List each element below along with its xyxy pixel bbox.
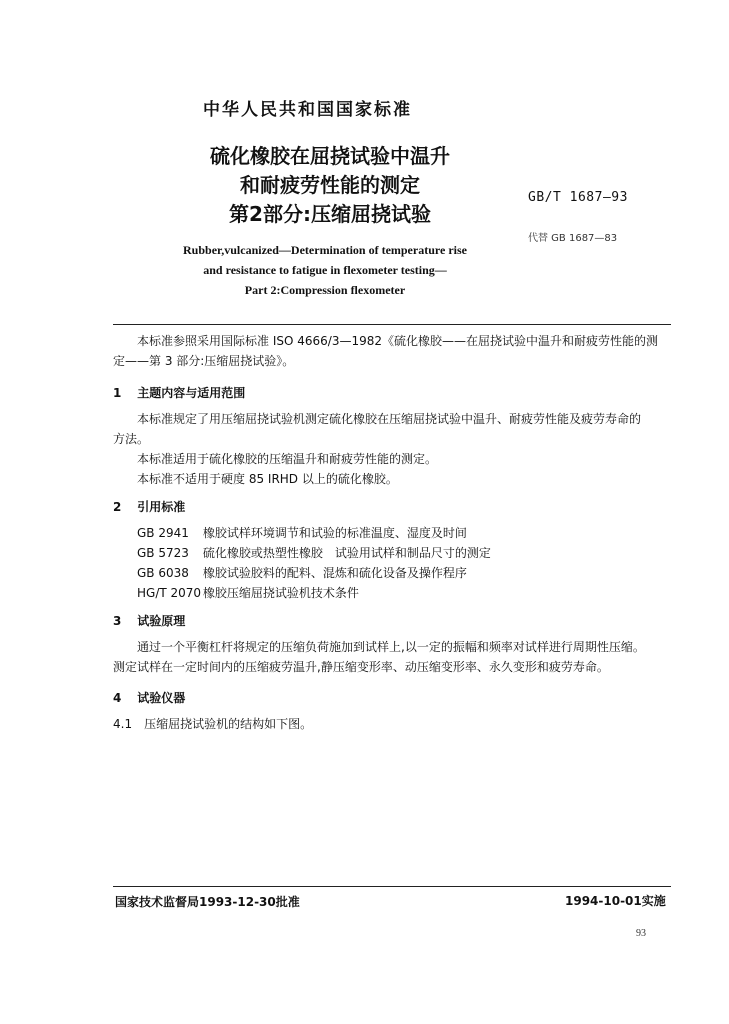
section-2-heading — [113, 498, 185, 515]
section-1-p1-line-1: 本标准规定了用压缩屈挠试验机测定硫化橡胶在压缩屈挠试验中温升、耐疲劳性能及疲劳寿命的 — [137, 412, 642, 426]
chinese-title-line-1: 硫化橡胶在屈挠试验中温升 — [210, 144, 450, 168]
section-3-body — [113, 637, 671, 677]
section-4-number: 4 — [113, 691, 122, 705]
reference-item — [137, 543, 491, 563]
section-1-body — [113, 409, 671, 489]
footer-divider — [113, 886, 671, 887]
section-3-line-1: 通过一个平衡杠杆将规定的压缩负荷施加到试样上,以一定的振幅和频率对试样进行周期性压缩。 — [137, 640, 645, 654]
intro-line-2: 定——第 3 部分:压缩屈挠试验》。 — [113, 354, 295, 368]
section-4-body — [113, 714, 671, 734]
section-1-p1-line-2: 方法。 — [113, 432, 150, 446]
section-3-number: 3 — [113, 614, 122, 628]
section-1-title: 主题内容与适用范围 — [137, 386, 246, 400]
intro-paragraph — [113, 331, 671, 371]
section-3-line-2: 测定试样在一定时间内的压缩疲劳温升,静压缩变形率、动压缩变形率、永久变形和疲劳寿命。 — [113, 660, 609, 674]
reference-code: HG/T 2070 — [137, 586, 202, 600]
section-4-title: 试验仪器 — [137, 691, 186, 705]
reference-item — [137, 563, 491, 583]
reference-code: GB 5723 — [137, 546, 189, 560]
section-1-heading — [113, 384, 245, 401]
page-number: 93 — [636, 928, 646, 939]
effective-date: 1994-10-01实施 — [565, 894, 666, 908]
chinese-title-line-3: 第2部分:压缩屈挠试验 — [229, 202, 431, 226]
standard-code: GB/T 1687—93 — [528, 190, 628, 205]
section-1-p2: 本标准适用于硫化橡胶的压缩温升和耐疲劳性能的测定。 — [137, 452, 438, 466]
section-3-heading — [113, 612, 185, 629]
reference-item — [137, 583, 491, 603]
section-2-title: 引用标准 — [137, 500, 186, 514]
reference-title: 橡胶试样环境调节和试验的标准温度、湿度及时间 — [202, 526, 467, 540]
english-title-line-3: Part 2:Compression flexometer — [244, 283, 406, 297]
chinese-title-line-2: 和耐疲劳性能的测定 — [240, 173, 420, 197]
section-4-item-1: 4.1 压缩屈挠试验机的结构如下图。 — [113, 717, 313, 731]
chinese-title — [190, 142, 470, 229]
national-standard-heading: 中华人民共和国国家标准 — [203, 100, 412, 120]
section-2-number: 2 — [113, 500, 122, 514]
header-divider — [113, 324, 671, 325]
reference-code: GB 6038 — [137, 566, 189, 580]
reference-list — [137, 523, 491, 603]
reference-title: 橡胶压缩屈挠试验机技术条件 — [202, 586, 359, 600]
english-title-line-1: Rubber,vulcanized—Determination of temperature rise — [183, 243, 467, 257]
replaces-standard: 代替 GB 1687—83 — [528, 233, 618, 244]
reference-title: 硫化橡胶或热塑性橡胶 试验用试样和制品尺寸的测定 — [202, 546, 491, 560]
reference-title: 橡胶试验胶料的配料、混炼和硫化设备及操作程序 — [202, 566, 467, 580]
section-1-p3: 本标准不适用于硬度 85 IRHD 以上的硫化橡胶。 — [137, 472, 398, 486]
english-title-line-2: and resistance to fatigue in flexometer testing— — [203, 263, 447, 277]
english-title — [160, 240, 490, 300]
section-4-heading — [113, 689, 185, 706]
section-3-title: 试验原理 — [137, 614, 186, 628]
reference-item — [137, 523, 491, 543]
section-1-number: 1 — [113, 386, 122, 400]
intro-line-1: 本标准参照采用国际标准 ISO 4666/3—1982《硫化橡胶——在屈挠试验中温升和耐疲劳性能的测 — [137, 334, 658, 348]
approval-date: 国家技术监督局1993-12-30批准 — [115, 895, 300, 909]
reference-code: GB 2941 — [137, 526, 189, 540]
